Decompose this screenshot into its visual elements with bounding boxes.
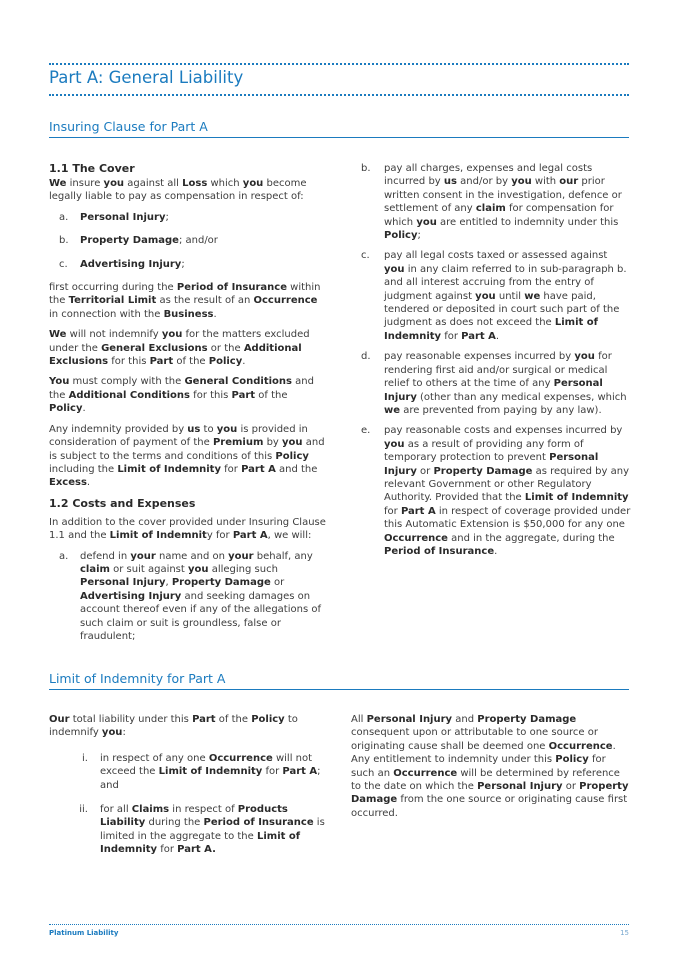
- cover-first-occurring: first occurring during the Period of Insurance within the Territorial Limit as the result of an Occurrence in connection with the Business.: [49, 282, 321, 320]
- footer-dotted-rule: [49, 924, 629, 925]
- list-item: e. pay reasonable costs and expenses incurred by you as a result of providing any form of temporary protection to prevent Personal Injury or Property Damage as required by any relevant Government or other Regulatory Authority. Provided that the Limit of Indemnity for Part A in respect of coverage provided under this Automatic Extension is $50,000 for any one Occurrence and in the aggregate, during the Period of Insurance.: [361, 425, 631, 557]
- title-dotted-rule: [49, 94, 629, 96]
- list-item: b. Property Damage; and/or: [59, 235, 218, 247]
- list-item: i. in respect of any one Occurrence will not exceed the Limit of Indemnity for Part A; and: [82, 752, 321, 791]
- list-item: d. pay reasonable expenses incurred by you for rendering first aid and/or surgical or medical relief to others at the time of any Personal Injury (other than any medical expenses, which we are prevented from paying by any law).: [361, 351, 627, 416]
- list-item: a. defend in your name and on your behalf, any claim or suit against you alleging such Personal Injury, Property Damage or Advertising Injury and seeking damages on account thereof even if any of the allegations of such claim or suit is groundless, false or fraudulent;: [59, 550, 321, 642]
- top-dotted-rule: [49, 63, 629, 65]
- list-item: c. pay all legal costs taxed or assessed against you in any claim referred to in sub-paragraph b. and all interest accruing from the entry of judgment against you until we have paid, tendered or deposited in court such part of the judgment as does not exceed the Limit of Indemnity for Part A.: [361, 250, 627, 342]
- cover-exclusions: We will not indemnify you for the matters excluded under the General Exclusions or the Additional Exclusions for this Part of the Policy.: [49, 329, 310, 368]
- insuring-clause-heading: Insuring Clause for Part A: [49, 119, 208, 134]
- insuring-left-column: [49, 162, 327, 653]
- cover-intro: We insure you against all Loss which you become legally liable to pay as compensation in respect of:: [49, 178, 307, 203]
- limit-intro: Our total liability under this Part of the Policy to indemnify you:: [49, 714, 298, 739]
- cover-heading: 1.1 The Cover: [49, 162, 135, 175]
- expenses-heading: 1.2 Costs and Expenses: [49, 496, 196, 510]
- limit-aggregation: All Personal Injury and Property Damage consequent upon or attributable to one source or originating cause shall be deemed one Occurrence. Any entitlement to indemnity under this Policy for such an Occurrence will be determined by reference to the date on which the Personal Injury or Property Damage from the one source or originating cause first occurred.: [351, 714, 629, 819]
- cover-conditions: You must comply with the General Conditions and the Additional Conditions for this Part of the Policy.: [49, 376, 314, 415]
- limit-right-column: [351, 713, 631, 827]
- list-item: ii. for all Claims in respect of Products Liability during the Period of Insurance is limited in the aggregate to the Limit of Indemnity for Part A.: [79, 804, 325, 856]
- limit-left-column: [49, 713, 327, 865]
- page-title: Part A: General Liability: [49, 68, 244, 87]
- footer-title: Platinum Liability: [49, 929, 119, 937]
- list-item: a. Personal Injury;: [59, 211, 169, 223]
- limit-of-indemnity-heading: Limit of Indemnity for Part A: [49, 671, 226, 686]
- cover-indemnity: Any indemnity provided by us to you is provided in consideration of payment of the Premium by you and is subject to the terms and conditions of this Policy including the Limit of Indemnity for Part A and the Excess.: [49, 423, 325, 489]
- insuring-clause-rule: [49, 137, 629, 138]
- expenses-intro: In addition to the cover provided under Insuring Clause 1.1 and the Limit of Indemnity for Part A, we will:: [49, 516, 326, 542]
- list-item: c. Advertising Injury;: [59, 258, 185, 270]
- limit-of-indemnity-rule: [49, 689, 629, 690]
- insuring-right-column: [351, 162, 631, 565]
- page-number: 15: [620, 929, 629, 937]
- list-item: b. pay all charges, expenses and legal costs incurred by us and/or by you with our prior written consent in the investigation, defence or settlement of any claim for compensation for which you are entitled to indemnity under this Policy;: [361, 163, 622, 242]
